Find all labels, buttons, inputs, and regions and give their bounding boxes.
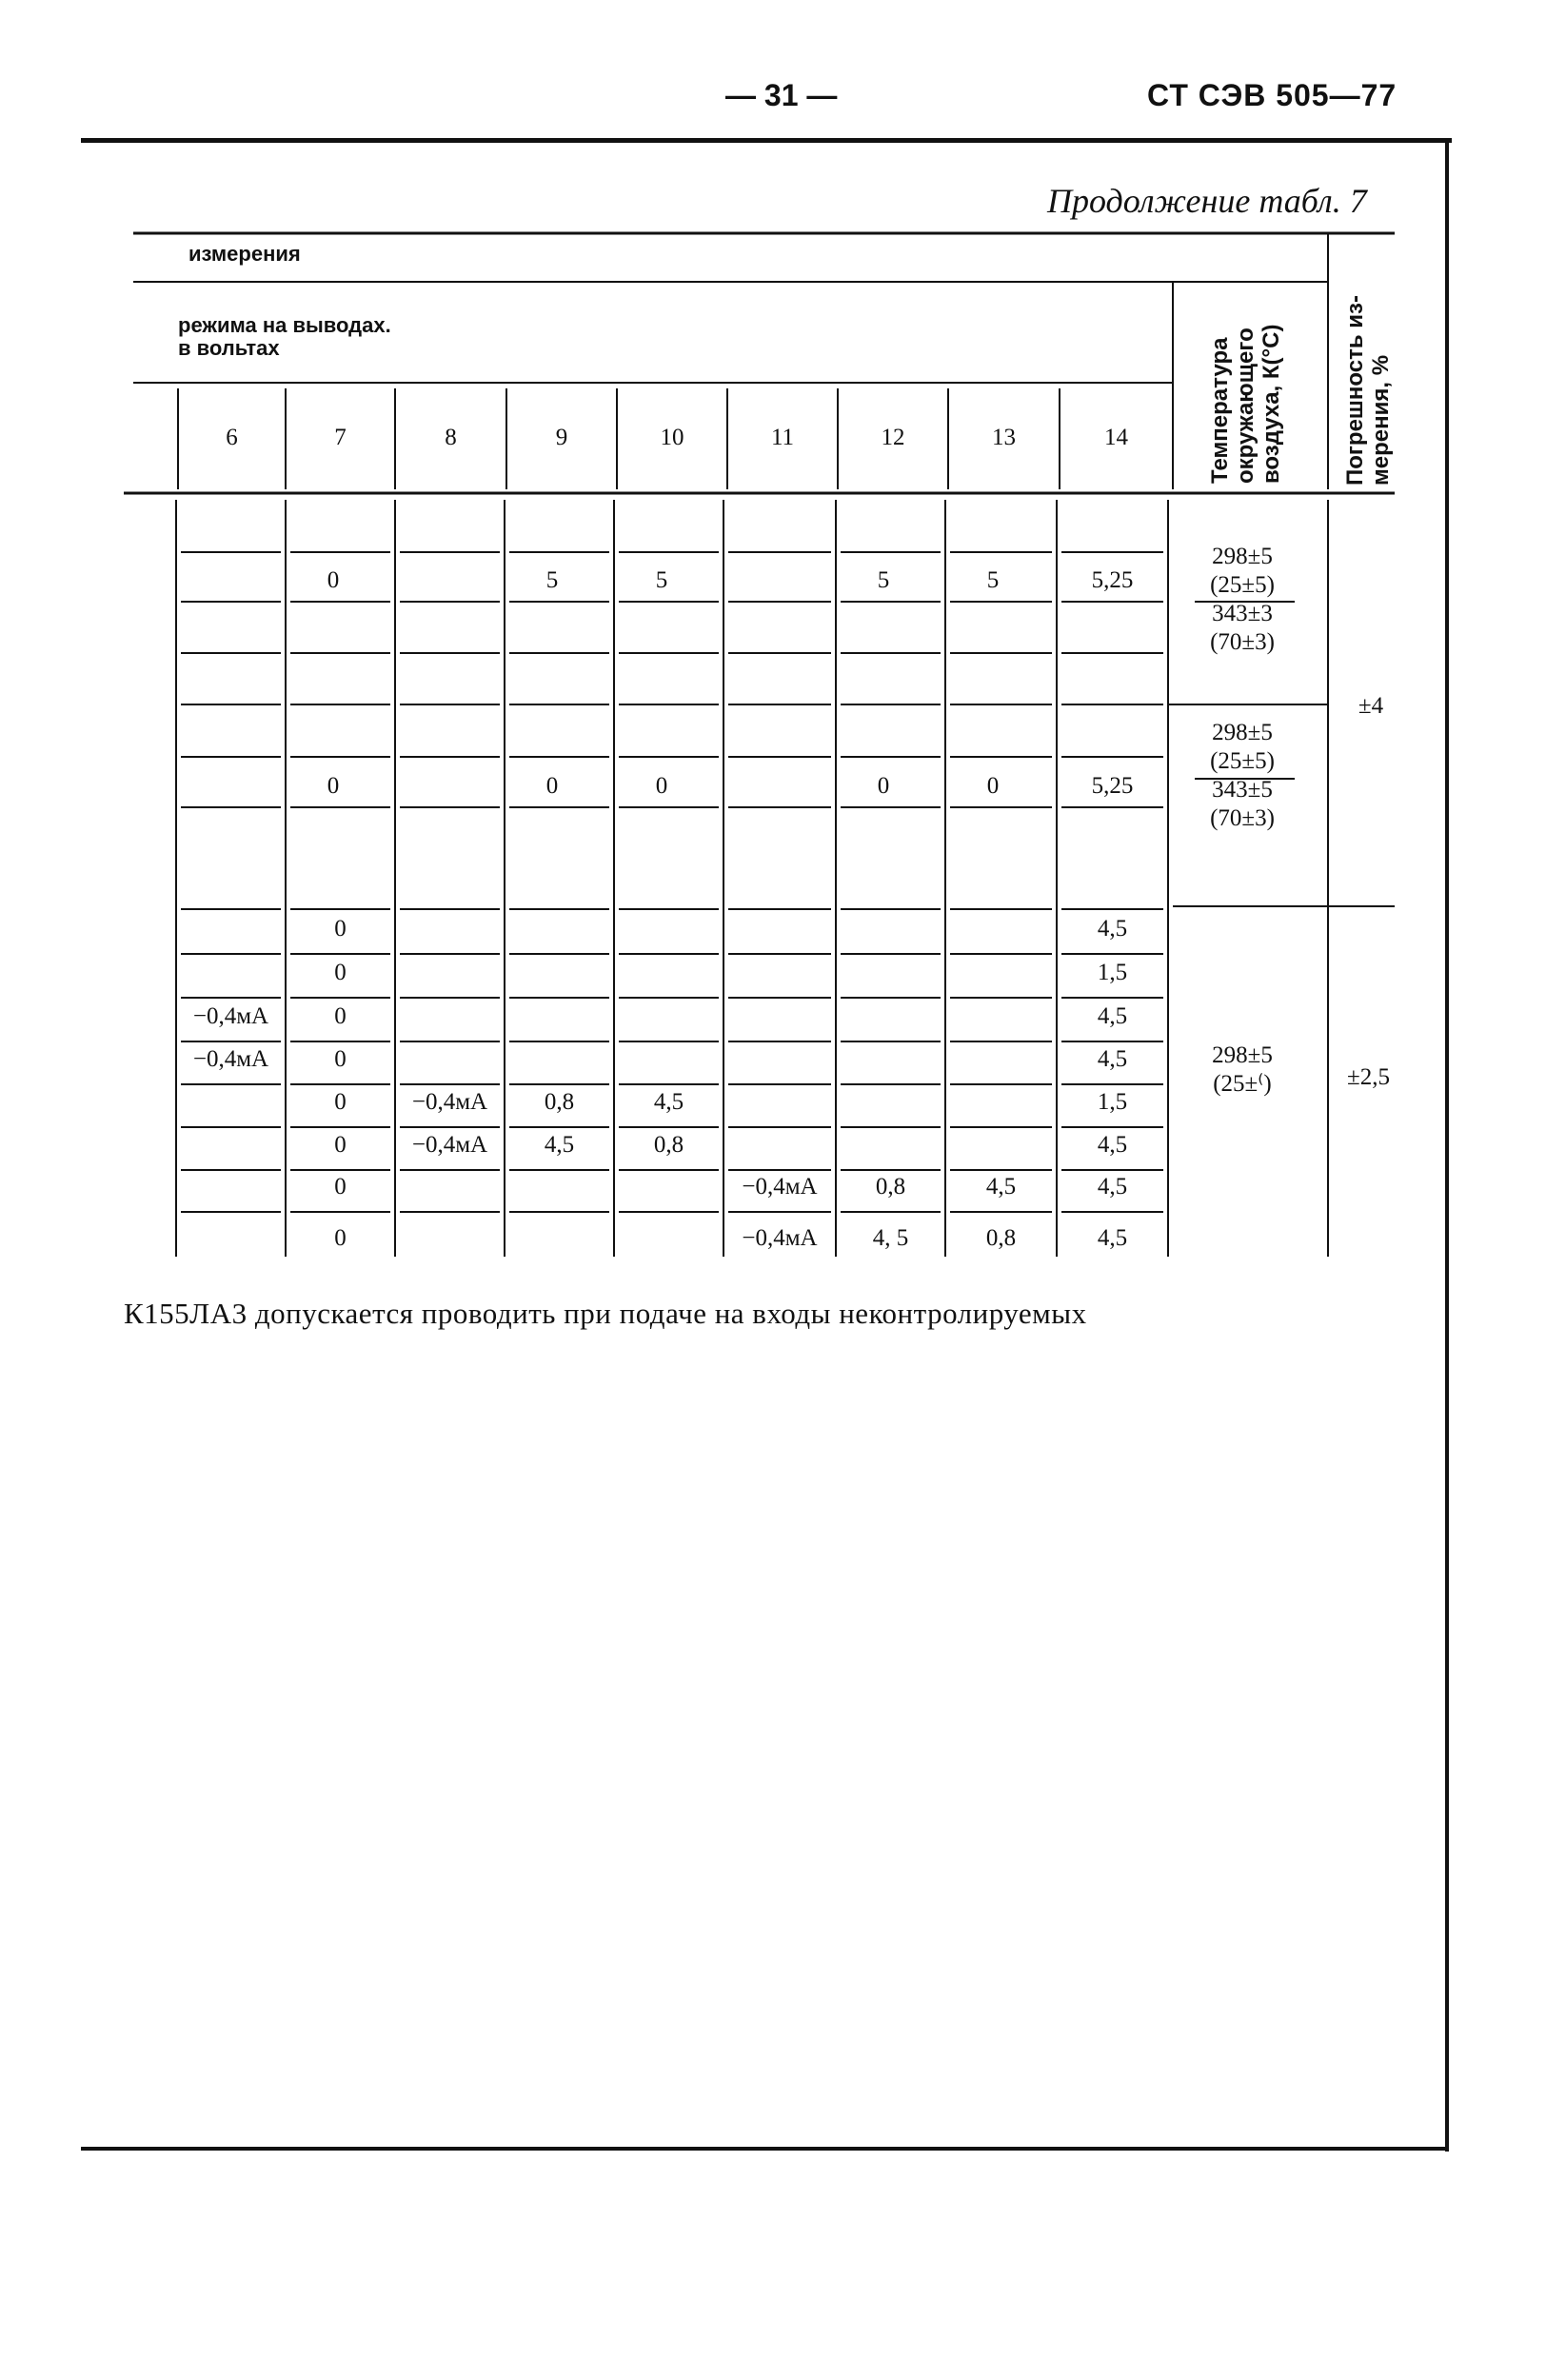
column-header-11: 11 bbox=[770, 425, 795, 450]
b2-col13: 0 bbox=[986, 773, 1000, 799]
b2-col12: 0 bbox=[877, 773, 890, 799]
row6-c9: 4,5 bbox=[544, 1132, 575, 1158]
b2-col14: 5,25 bbox=[1091, 773, 1134, 799]
footnote-text: К155ЛА3 допускается проводить при подаче на входы неконтролируемых bbox=[124, 1297, 1087, 1330]
row2-c7: 0 bbox=[334, 960, 347, 985]
row2-c14: 1,5 bbox=[1097, 960, 1128, 985]
temperature-header: Температура окружающего воздуха, К(°С) bbox=[1207, 324, 1284, 484]
row7-c7: 0 bbox=[334, 1174, 347, 1200]
row7-c14: 4,5 bbox=[1097, 1174, 1128, 1200]
row8-c11: −0,4мА bbox=[742, 1225, 818, 1251]
row8-c7: 0 bbox=[334, 1225, 347, 1251]
row4-c7: 0 bbox=[334, 1046, 347, 1072]
temp-cell-3: 298±5 (25±⁽) bbox=[1212, 1042, 1273, 1097]
group-label: измерения bbox=[188, 242, 301, 266]
column-header-12: 12 bbox=[881, 425, 905, 450]
row6-c7: 0 bbox=[334, 1132, 347, 1158]
b2-col9: 0 bbox=[545, 773, 559, 799]
b1-col14: 5,25 bbox=[1091, 567, 1134, 593]
row6-c10: 0,8 bbox=[653, 1132, 684, 1158]
row7-c13: 4,5 bbox=[985, 1174, 1017, 1200]
error-cell-1: ±4 bbox=[1358, 693, 1384, 719]
row6-c14: 4,5 bbox=[1097, 1132, 1128, 1158]
row8-c13: 0,8 bbox=[985, 1225, 1017, 1251]
sub-label: режима на выводах. в вольтах bbox=[178, 313, 391, 360]
standard-code: СТ СЭВ 505—77 bbox=[1147, 78, 1397, 112]
column-header-9: 9 bbox=[555, 425, 568, 450]
row1-c14: 4,5 bbox=[1097, 916, 1128, 942]
page-number: — 31 — bbox=[725, 78, 838, 112]
b1-col12: 5 bbox=[877, 567, 890, 593]
row5-c7: 0 bbox=[334, 1089, 347, 1115]
row5-c14: 1,5 bbox=[1097, 1089, 1128, 1115]
b1-col10: 5 bbox=[655, 567, 668, 593]
row7-c12: 0,8 bbox=[875, 1174, 906, 1200]
column-header-13: 13 bbox=[992, 425, 1016, 450]
temp-cell-1: 298±5 (25±5) 343±3 (70±3) bbox=[1210, 544, 1275, 655]
b2-col7: 0 bbox=[327, 773, 340, 799]
row8-c14: 4,5 bbox=[1097, 1225, 1128, 1251]
row4-c14: 4,5 bbox=[1097, 1046, 1128, 1072]
bottom-rule bbox=[81, 2147, 1447, 2151]
temp-cell-2: 298±5 (25±5) 343±5 (70±3) bbox=[1210, 720, 1275, 831]
column-header-8: 8 bbox=[445, 425, 457, 450]
row7-c11: −0,4мА bbox=[742, 1174, 818, 1200]
column-header-14: 14 bbox=[1104, 425, 1128, 450]
b1-col7: 0 bbox=[327, 567, 340, 593]
row3-c14: 4,5 bbox=[1097, 1003, 1128, 1029]
row4-c6: −0,4мА bbox=[192, 1046, 269, 1072]
column-header-7: 7 bbox=[334, 425, 347, 450]
row5-c10: 4,5 bbox=[653, 1089, 684, 1115]
row8-c12: 4, 5 bbox=[872, 1225, 909, 1251]
row5-c9: 0,8 bbox=[544, 1089, 575, 1115]
b1-col13: 5 bbox=[986, 567, 1000, 593]
row6-c8: −0,4мА bbox=[411, 1132, 488, 1158]
column-header-10: 10 bbox=[660, 425, 684, 450]
error-cell-2: ±2,5 bbox=[1347, 1064, 1390, 1090]
row3-c6: −0,4мА bbox=[192, 1003, 269, 1029]
column-header-6: 6 bbox=[226, 425, 238, 450]
b2-col10: 0 bbox=[655, 773, 668, 799]
row3-c7: 0 bbox=[334, 1003, 347, 1029]
row5-c8: −0,4мА bbox=[411, 1089, 488, 1115]
error-header: Погрешность из- мерения, % bbox=[1342, 295, 1394, 486]
row1-c7: 0 bbox=[334, 916, 347, 942]
b1-col9: 5 bbox=[545, 567, 559, 593]
table-caption: Продолжение табл. 7 bbox=[1047, 182, 1367, 220]
